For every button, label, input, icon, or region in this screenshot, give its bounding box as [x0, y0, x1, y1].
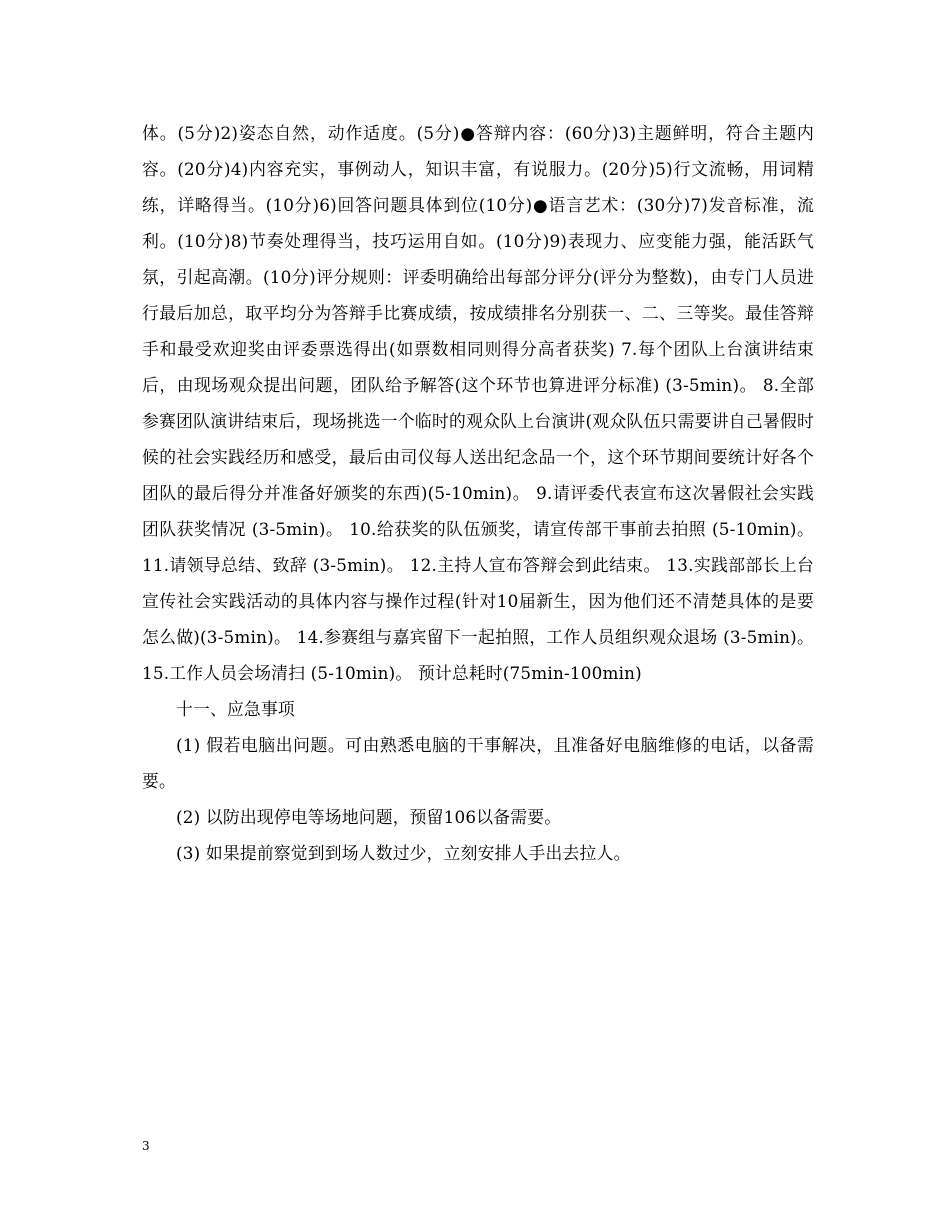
page-number: 3 — [142, 1139, 150, 1153]
document-body — [142, 115, 814, 871]
section-heading: 十一、应急事项 — [176, 699, 295, 719]
emergency-item-2: (2) 以防出现停电等场地问题，预留106以备需要。 — [176, 807, 562, 827]
main-paragraph: 体。(5分)2)姿态自然，动作适度。(5分)●答辩内容：(60分)3)主题鲜明，符合主题内容。(20分)4)内容充实，事例动人，知识丰富，有说服力。(20分)5)行文流畅，用词精练，详略得当。(10分)6)回答问题具体到位(10分)●语言艺术：(30分)7)发音标准，流利。(10分)8)节奏处理得当，技巧运用自如。(10分)9)表现力、应变能力强，能活跃气氛，引起高潮。(10分)评分规则：评委明确给出每部分评分(评分为整数)，由专门人员进行最后加总，取平均分为答辩手比赛成绩，按成绩排名分别获一、二、三等奖。最佳答辩手和最受欢迎奖由评委票选得出(如票数相同则得分高者获奖) 7.每个团队上台演讲结束后，由现场观众提出问题，团队给予解答(这个环节也算进评分标准) (3-5min)。 8.全部参赛团队演讲结束后，现场挑选一个临时的观众队上台演讲(观众队伍只需要讲自己暑假时候的社会实践经历和感受，最后由司仪每人送出纪念品一个，这个环节期间要统计好各个团队的最后得分并准备好颁奖的东西)(5-10min)。 9.请评委代表宣布这次暑假社会实践团队获奖情况 (3-5min)。 10.给获奖的队伍颁奖，请宣传部干事前去拍照 (5-10min)。 11.请领导总结、致辞 (3-5min)。 12.主持人宣布答辩会到此结束。 13.实践部部长上台宣传社会实践活动的具体内容与操作过程(针对10届新生，因为他们还不清楚具体的是要怎么做)(3-5min)。 14.参赛组与嘉宾留下一起拍照，工作人员组织观众退场 (3-5min)。 15.工作人员会场清扫 (5-10min)。 预计总耗时(75min-100min) — [142, 123, 814, 683]
emergency-item-1: (1) 假若电脑出问题。可由熟悉电脑的干事解决，且准备好电脑维修的电话，以备需要。 — [142, 735, 814, 791]
emergency-item-3: (3) 如果提前察觉到到场人数过少，立刻安排人手出去拉人。 — [176, 843, 631, 863]
